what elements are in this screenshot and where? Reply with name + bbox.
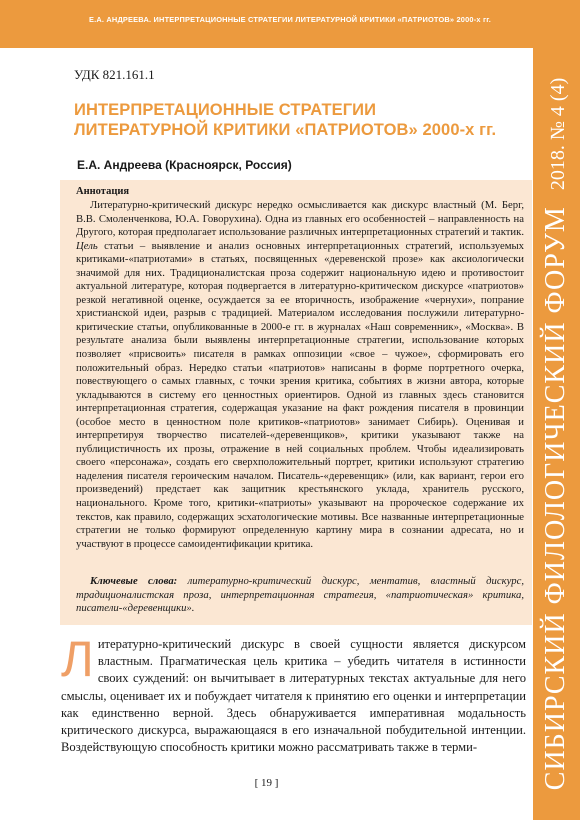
title-line-2: ЛИТЕРАТУРНОЙ КРИТИКИ «ПАТРИОТОВ» 2000-х гг. xyxy=(74,121,497,139)
title-line-1: ИНТЕРПРЕТАЦИОННЫЕ СТРАТЕГИИ xyxy=(74,101,377,119)
abstract-heading: Аннотация xyxy=(76,186,130,197)
udk-code: УДК 821.161.1 xyxy=(74,67,155,82)
sidebar-rotated-text xyxy=(541,78,573,790)
abstract-goal-word: Цель xyxy=(76,239,98,252)
drop-cap: Л xyxy=(61,631,94,687)
running-title: Е.А. АНДРЕЕВА. ИНТЕРПРЕТАЦИОННЫЕ СТРАТЕГИИ ЛИТЕРАТУРНОЙ КРИТИКИ «ПАТРИОТОВ» 2000-х гг. xyxy=(88,15,492,24)
body-paragraph xyxy=(61,631,526,756)
author-line: Е.А. Андреева (Красноярск, Россия) xyxy=(77,158,292,172)
header-bar xyxy=(0,0,580,48)
abstract-text-part2: статьи – выявление и анализ основных интерпретационных стратегий, используемых критиками-«патриотами» в статьях, посвященных «деревенской прозе» как аксиологически значимой для них. Традиционалистская проза содержит национальную идею и противостоит актуальной литературе, которая подвергается в литературно-критическом дискурсе «патриотов» резкой негативной оценке, осуждается за ее вторичность, изображение «чернухи», попрание христианской идеи, разрыв с традицией. Материалом исследования послужили литературно-критические статьи, опубликованные в 2000-е гг. в журналах «Наш современник», «Москва». В результате анализа были выявлены интерпретационные стратегии, использование которых позволяет «присвоить» писателя в рамках оппозиции «свое – чужое», сформировать его положительный образ. Нередко статьи «патриотов» написаны в форме портретного очерка, повествующего о самых главных, с точки зрения критика, событиях в жизни автора, которые укладываются в систему его ценностных ориентиров. Одной из главных здесь становится интерпретационная стратегия, содержащая указание на факт рождения писателя в провинции (особое место в ценностном поле критиков-«патриотов» занимает Сибирь). Оценивая и интерпретируя творчество писателей-«деревенщиков», критики указывают также на публицистичность их прозы, отражение в ней социальных проблем. Чтобы идеализировать своего «персонажа», создать его сверхположительный портрет, критики используют стратегию наделения писателя героическим началом. Писатель-«деревенщик» (или, как вариант, герои его произведений) предстает как защитник крестьянского уклада, хранитель русского, национального. Кроме того, критики-«патриоты» указывают на пророческое содержание их текстов, как правило, содержащих эсхатологические мотивы. Все названные интерпретационные стратегии не только формируют определенную картину мира в сознании адресата, но и участвуют в процессе самоидентификации критика. xyxy=(76,239,524,550)
journal-name: СИБИРСКИЙ ФИЛОЛОГИЧЕСКИЙ ФОРУМ xyxy=(540,206,572,791)
keywords-label: Ключевые слова: xyxy=(90,575,178,587)
body-text: итературно-критический дискурс в своей сущности является дискурсом властным. Прагматическая цель критика – убедить читателя в истинности своих суждений: он вычитывает в литературных текстах актуальные для него смыслы, оценивает их и побуждает читателя к принятию его оценки и интерпретации как единственно верной. Здесь обнаруживается императивная модальность критического дискурса, выражающаяся в его изначальной побудительной интенции. Воздействующую способность критики можно рассматривать также в терми- xyxy=(61,637,526,755)
journal-issue: 2018. № 4 (4) xyxy=(547,77,570,191)
keywords xyxy=(76,575,524,616)
keywords-text: литературно-критический дискурс, ментатив, властный дискурс, традиционалистская проза, интерпретационная стратегия, «патриотическая» критика, писатели-«деревенщики». xyxy=(76,575,524,615)
sidebar-inner xyxy=(533,48,580,820)
article-title xyxy=(74,100,524,140)
journal-sidebar xyxy=(533,48,580,820)
page-number: [ 19 ] xyxy=(254,777,279,789)
abstract-text xyxy=(76,199,524,551)
abstract-text-part1: Литературно-критический дискурс нередко осмысливается как дискурс властный (М. Берг, В.В. Смоленченкова, Ю.А. Говорухина). Одна из главных его особенностей – направленность на Другого, которая предполагает использование различных интерпретационных стратегий и тактик. xyxy=(76,199,524,239)
